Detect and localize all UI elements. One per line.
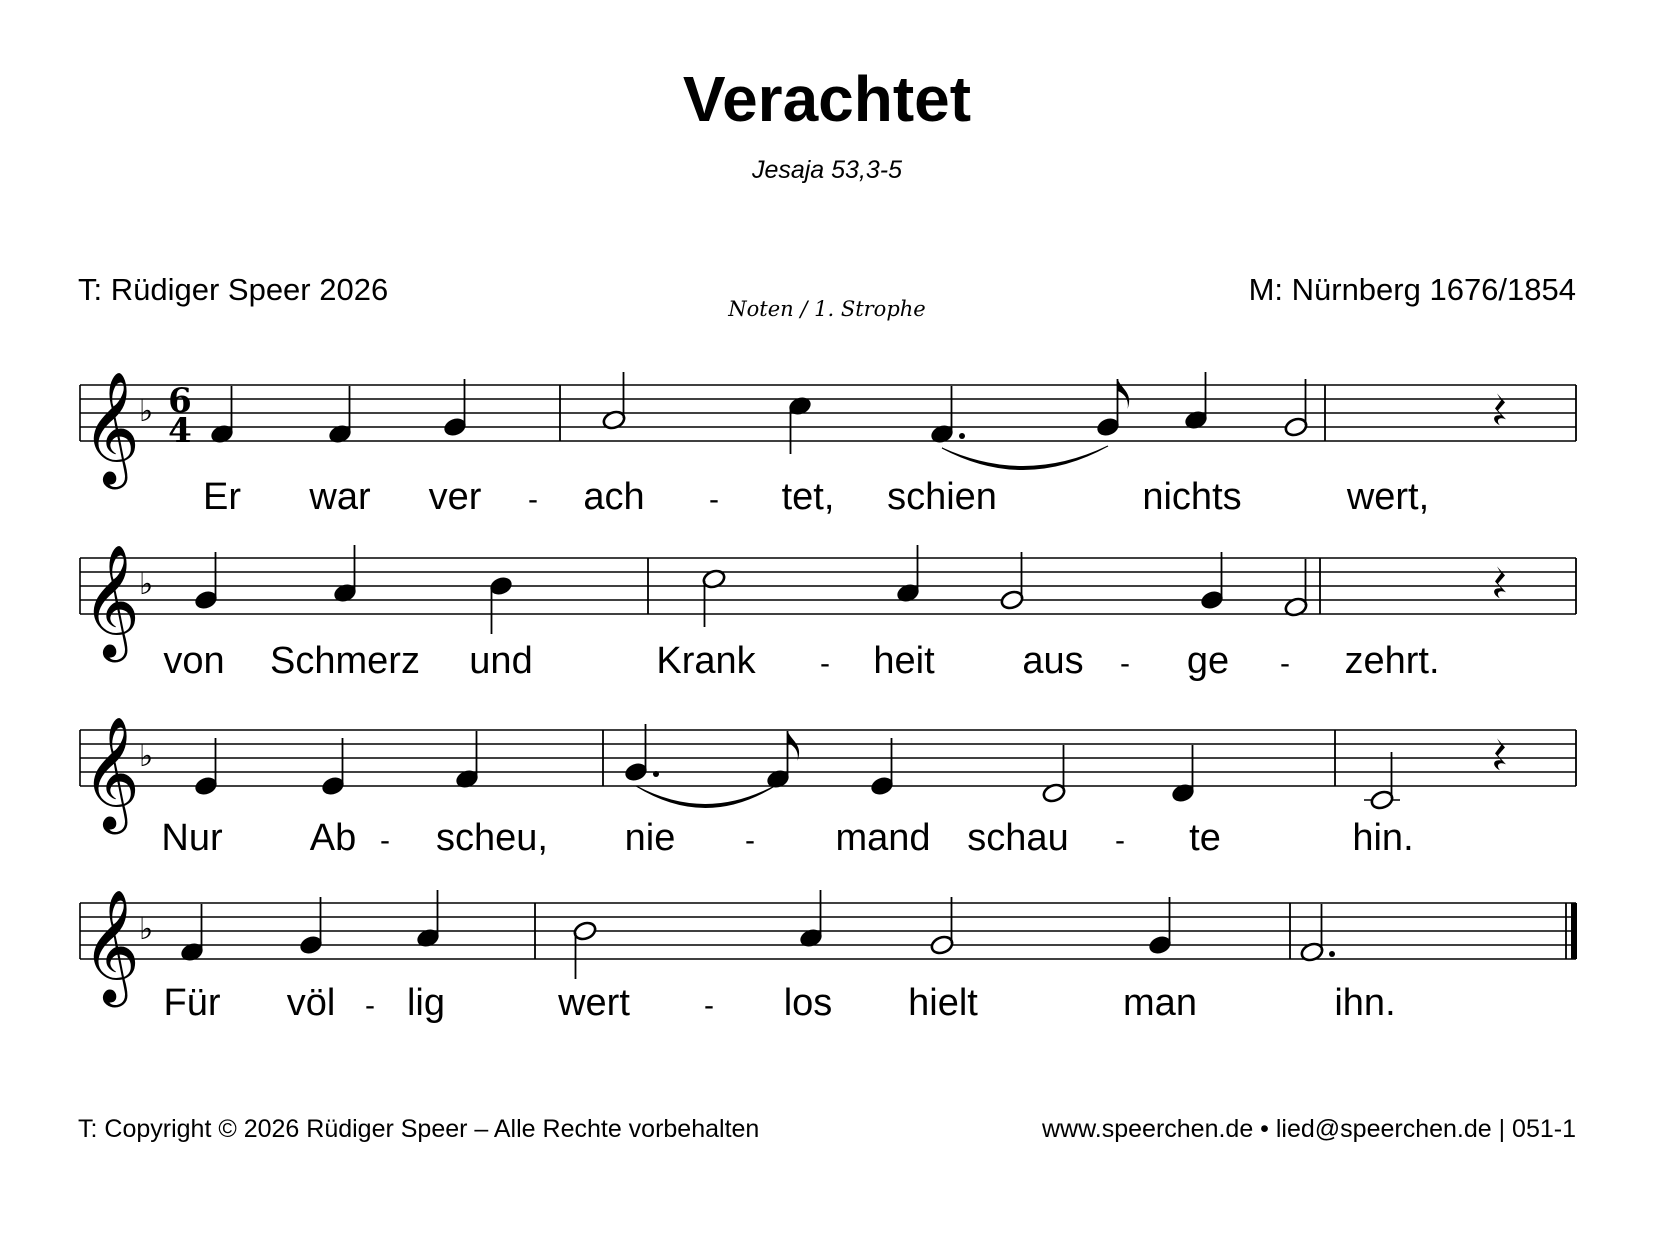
lyric-syllable: Er bbox=[203, 476, 241, 518]
lyric-hyphen: - bbox=[528, 483, 538, 516]
lyric-syllable: und bbox=[469, 640, 533, 682]
lyric-syllable: ver bbox=[428, 476, 482, 518]
notes-caption: Noten / 1. Strophe bbox=[728, 297, 926, 321]
lyric-syllable: nie bbox=[624, 817, 676, 859]
lyric-syllable: heit bbox=[873, 640, 935, 682]
flat-sign-icon: ♭ bbox=[139, 394, 154, 429]
slur bbox=[636, 784, 778, 808]
music-source-credit: M: Nürnberg 1676/1854 bbox=[1248, 272, 1576, 307]
lyric-syllable: wert, bbox=[1346, 476, 1430, 518]
augmentation-dot bbox=[959, 433, 965, 439]
lyric-syllable: von bbox=[163, 640, 225, 682]
lyric-syllable: zehrt. bbox=[1344, 640, 1440, 682]
lyric-hyphen: - bbox=[704, 989, 714, 1022]
lyric-syllable: nichts bbox=[1142, 476, 1242, 518]
lyric-syllable: ihn. bbox=[1334, 982, 1396, 1024]
lyric-syllable: mand bbox=[835, 817, 931, 859]
lyric-hyphen: - bbox=[1280, 647, 1290, 680]
bible-reference: Jesaja 53,3-5 bbox=[751, 156, 903, 184]
lyric-syllable: schau bbox=[967, 817, 1069, 859]
flat-sign-icon: ♭ bbox=[139, 912, 154, 947]
lyric-syllable: war bbox=[309, 476, 371, 518]
lyric-hyphen: - bbox=[709, 483, 719, 516]
lyric-syllable: schien bbox=[887, 476, 997, 518]
lyric-syllable: los bbox=[783, 982, 833, 1024]
lyric-hyphen: - bbox=[1115, 824, 1125, 857]
lyric-syllable: hielt bbox=[908, 982, 978, 1024]
lyric-syllable: völ bbox=[286, 982, 336, 1024]
lyric-hyphen: - bbox=[380, 824, 390, 857]
lyric-hyphen: - bbox=[820, 647, 830, 680]
text-author-credit: T: Rüdiger Speer 2026 bbox=[78, 272, 389, 307]
lyric-syllable: ach bbox=[583, 476, 645, 518]
lyric-syllable: wert bbox=[558, 982, 630, 1024]
lyric-syllable: Krank bbox=[656, 640, 756, 682]
lyric-hyphen: - bbox=[1120, 647, 1130, 680]
time-signature-bottom: 4 bbox=[168, 411, 192, 451]
flat-sign-icon: ♭ bbox=[139, 567, 154, 602]
flat-sign-icon: ♭ bbox=[139, 739, 154, 774]
lyric-syllable: te bbox=[1189, 817, 1221, 859]
lyric-hyphen: - bbox=[745, 824, 755, 857]
lyric-syllable: man bbox=[1123, 982, 1197, 1024]
lyric-syllable: aus bbox=[1022, 640, 1084, 682]
lyric-syllable: hin. bbox=[1352, 817, 1414, 859]
song-title: Verachtet bbox=[682, 63, 972, 135]
slur bbox=[942, 446, 1108, 470]
quarter-rest-icon bbox=[1494, 393, 1506, 425]
augmentation-dot bbox=[653, 771, 659, 777]
lyric-syllable: Für bbox=[163, 982, 221, 1024]
eighth-flag-icon bbox=[788, 731, 800, 761]
lyric-syllable: lig bbox=[406, 982, 446, 1024]
lyric-syllable: Schmerz bbox=[270, 640, 420, 682]
treble-clef-icon: 𝄞 bbox=[82, 716, 140, 830]
contact-info: www.speerchen.de • lied@speerchen.de | 051-1 bbox=[1042, 1115, 1576, 1143]
lyric-hyphen: - bbox=[365, 989, 375, 1022]
lyric-syllable: tet, bbox=[781, 476, 835, 518]
lyric-syllable: Ab bbox=[309, 817, 357, 859]
lyric-syllable: Nur bbox=[161, 817, 223, 859]
treble-clef-icon: 𝄞 bbox=[82, 544, 140, 658]
lyric-syllable: ge bbox=[1186, 640, 1230, 682]
treble-clef-icon: 𝄞 bbox=[82, 371, 140, 485]
treble-clef-icon: 𝄞 bbox=[82, 889, 140, 1003]
eighth-flag-icon bbox=[1118, 379, 1130, 409]
time-signature-top: 6 bbox=[168, 381, 192, 421]
copyright-notice: T: Copyright © 2026 Rüdiger Speer – Alle Rechte vorbehalten bbox=[78, 1115, 760, 1143]
lyric-syllable: scheu, bbox=[436, 817, 548, 859]
augmentation-dot bbox=[1329, 951, 1335, 957]
